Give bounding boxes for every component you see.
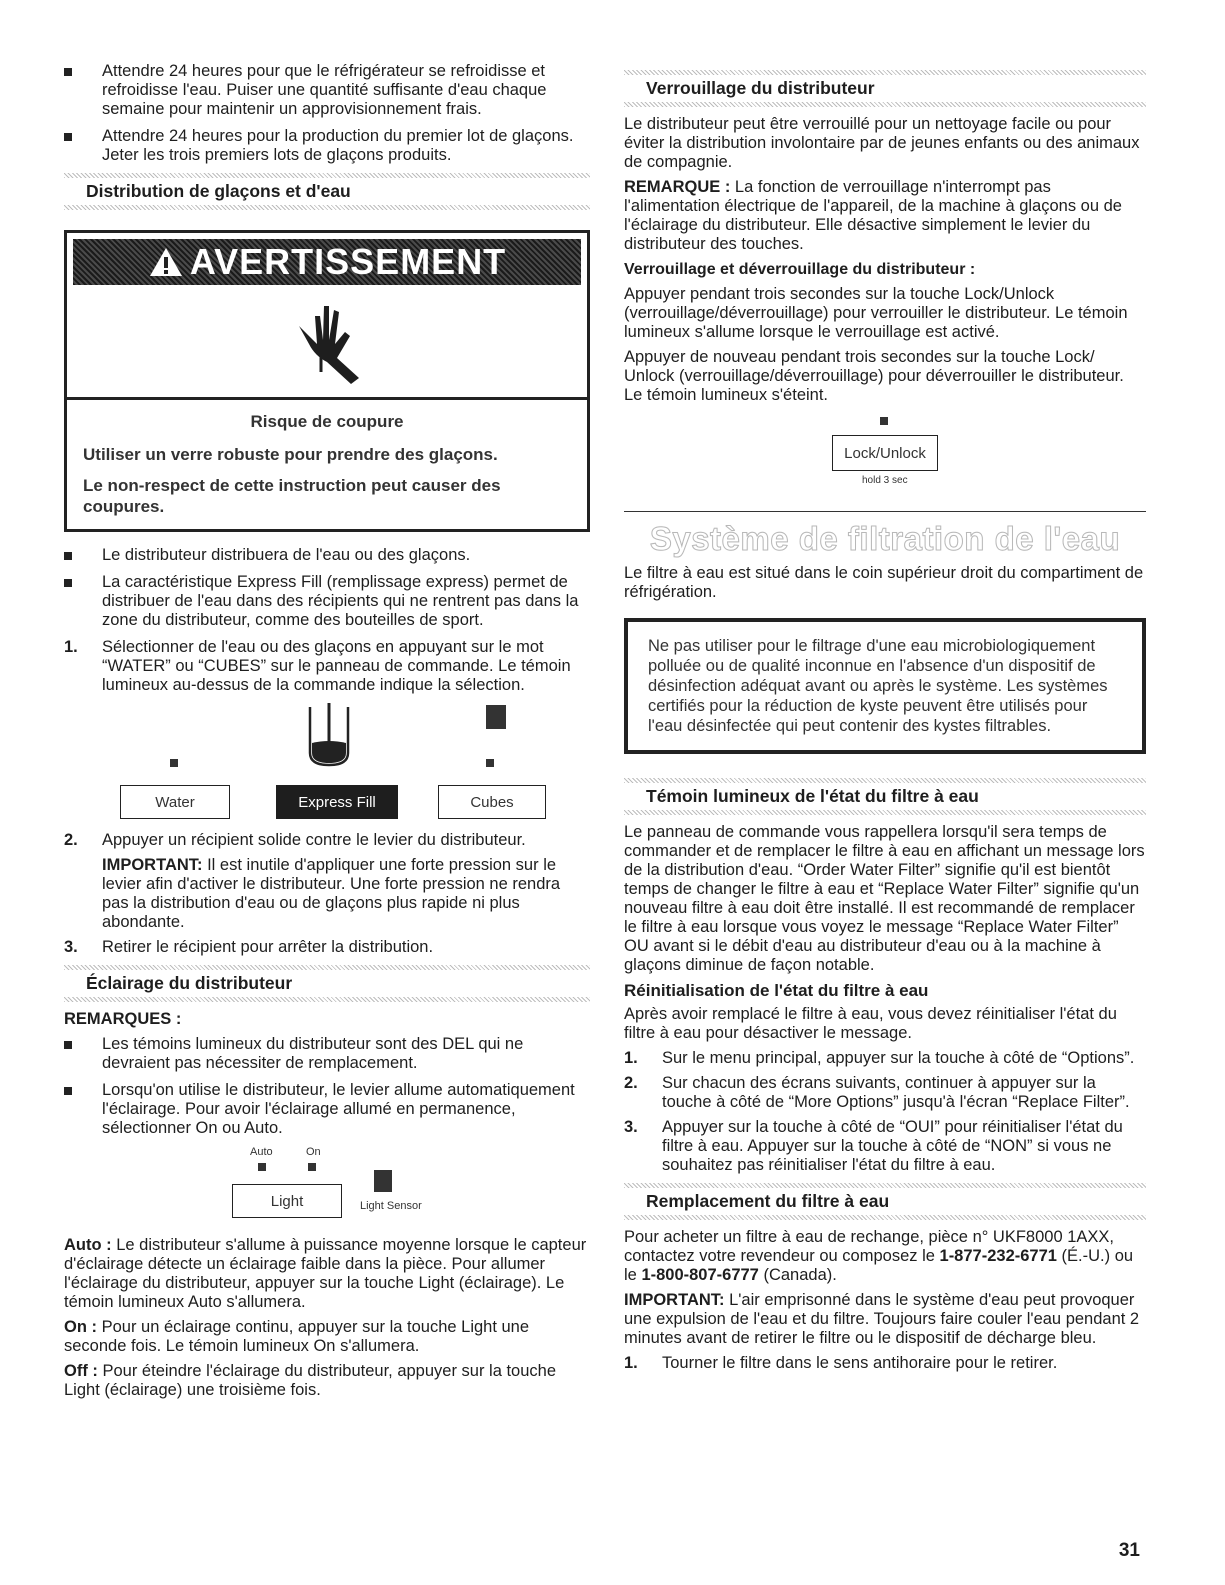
- off-description: Off : Pour éteindre l'éclairage du distributeur, appuyer sur la touche Light (éclairage) une troisième fois.: [64, 1362, 556, 1399]
- dispenser-control-panel: [64, 701, 590, 831]
- section-heading-temoin: Témoin lumineux de l'état du filtre à eau: [624, 778, 1146, 815]
- step: 1. Sélectionner de l'eau ou des glaçons en appuyant sur le mot “WATER” ou “CUBES” sur le panneau de commande. Le témoin lumineux au-dessus de la commande indique la sélection.: [64, 638, 571, 694]
- divider: [624, 511, 1146, 512]
- express-fill-button[interactable]: Express Fill: [276, 785, 398, 819]
- section-heading-distribution: Distribution de glaçons et d'eau: [64, 173, 590, 210]
- indicator-light: [170, 759, 178, 767]
- lock-unlock-button[interactable]: Lock/Unlock: [832, 435, 938, 471]
- step: 1. Tourner le filtre dans le sens antihoraire pour le retirer.: [624, 1354, 1058, 1372]
- remarques-label: REMARQUES :: [64, 1010, 182, 1028]
- light-sensor-label: Light Sensor: [360, 1200, 422, 1212]
- section-heading-remplacement: Remplacement du filtre à eau: [624, 1183, 1146, 1220]
- auto-label: Auto: [250, 1146, 273, 1158]
- warning-banner: AVERTISSEMENT: [73, 239, 581, 285]
- light-control-panel: [64, 1146, 590, 1230]
- cut-hazard-icon: [67, 285, 587, 400]
- light-sensor: [374, 1170, 392, 1192]
- important-note: IMPORTANT: L'air emprisonné dans le système d'eau peut provoquer une expulsion de l'eau et du filtre. Toujours faire couler l'eau pendant 2 minutes avant de retirer le filtre ou le dispositif de décharge bleu.: [624, 1291, 1140, 1347]
- list-item: Attendre 24 heures pour la production du premier lot de glaçons. Jeter les trois premiers lots de glaçons produits.: [64, 127, 590, 165]
- page-number: 31: [1118, 1540, 1140, 1561]
- step: 2. Sur chacun des écrans suivants, continuer à appuyer sur la touche à côté de “More Options” jusqu'à l'écran “Replace Filter”.: [624, 1074, 1130, 1111]
- remarque: REMARQUE : La fonction de verrouillage n'interrompt pas l'alimentation électrique de l'appareil, de la machine à glaçons ou de l'éclairage du distributeur. Elle désactive simplement le levier du distributeur des touches.: [624, 178, 1122, 253]
- warning-triangle-icon: [148, 246, 184, 278]
- right-column: [624, 70, 1146, 1379]
- list-item: Attendre 24 heures pour que le réfrigérateur se refroidisse et refroidisse l'eau. Puiser une quantité suffisante d'eau chaque semaine pour maintenir un approvisionnement frais.: [64, 62, 590, 119]
- step: 1. Sur le menu principal, appuyer sur la touche à côté de “Options”.: [624, 1049, 1135, 1067]
- paragraph: Pour acheter un filtre à eau de rechange, pièce n° UKF8000 1AXX, contactez votre revendeur ou composez le 1-877-232-6771 (É.-U.) ou le 1-800-807-6777 (Canada).: [624, 1228, 1134, 1284]
- paragraph: Le distributeur peut être verrouillé pour un nettoyage facile ou pour éviter la distribution involontaire par de jeunes enfants ou des animaux de compagnie.: [624, 115, 1140, 171]
- hold-label: hold 3 sec: [862, 475, 908, 486]
- reset-subtitle: Réinitialisation de l'état du filtre à eau: [624, 981, 929, 1000]
- water-button[interactable]: Water: [120, 785, 230, 819]
- step: 3. Retirer le récipient pour arrêter la distribution.: [64, 938, 434, 956]
- list-item: Les témoins lumineux du distributeur sont des DEL qui ne devraient pas nécessiter de remplacement.: [64, 1035, 590, 1073]
- lock-control-panel: [624, 411, 1146, 497]
- lock-indicator: [880, 417, 888, 425]
- list-item: Le distributeur distribuera de l'eau ou des glaçons.: [64, 546, 590, 565]
- filtration-note-box: Ne pas utiliser pour le filtrage d'une eau microbiologiquement polluée ou de qualité inconnue en l'absence d'un dispositif de désinfection adéquat avant ou après le système. Les systèmes certifiés pour la réduction de kyste peuvent être utilisés pour l'eau désinfectée qui peut contenir des kystes filtrables.: [624, 618, 1146, 754]
- step: 3. Appuyer sur la touche à côté de “OUI” pour réinitialiser l'état du filtre à eau. Appuyer sur la touche à côté de “NON” si vous ne souhaitez pas réinitialiser l'état du filtre à eau.: [624, 1118, 1123, 1174]
- warning-box: [64, 230, 590, 532]
- on-label: On: [306, 1146, 321, 1158]
- auto-indicator: [258, 1163, 266, 1171]
- important-note: IMPORTANT: Il est inutile d'appliquer une forte pression sur le levier afin d'activer le distributeur. Une forte pression ne rendra pas la distribution d'eau ou de glaçons plus rapide ni plus abondante.: [102, 856, 561, 931]
- glass-icon: [304, 703, 354, 769]
- left-column: [64, 62, 590, 1406]
- list-item: La caractéristique Express Fill (remplissage express) permet de distribuer de l'eau dans des récipients qui ne rentrent pas dans la zone du distributeur, comme des bouteilles de sport.: [64, 573, 590, 630]
- section-heading-eclairage: Éclairage du distributeur: [64, 965, 590, 1002]
- light-button[interactable]: Light: [232, 1184, 342, 1218]
- on-indicator: [308, 1163, 316, 1171]
- paragraph: Le panneau de commande vous rappellera lorsqu'il sera temps de commander et de remplacer le filtre à eau en affichant un message lors de la distribution d'eau. “Order Water Filter” signifie qu'il est bientôt temps de changer le filtre à eau et “Replace Water Filter” signifie qu'un nouveau filtre à eau doit être installé. Il est recommandé de remplacer le filtre à eau lorsque vous voyez le message “Replace Water Filter” OU avant si le débit d'eau au distributeur d'eau ou à la machine à glaçons diminue de façon notable.: [624, 823, 1145, 974]
- paragraph: Appuyer pendant trois secondes sur la touche Lock/Unlock (verrouillage/déverrouillage) pour verrouiller le distributeur. Le témoin lumineux s'allume lorsque le verrouillage est activé.: [624, 285, 1128, 341]
- paragraph: Le filtre à eau est situé dans le coin supérieur droit du compartiment de réfrigération.: [624, 564, 1144, 601]
- warning-risk: Risque de coupure: [250, 412, 404, 431]
- cubes-button[interactable]: Cubes: [438, 785, 546, 819]
- list-item: Lorsqu'on utilise le distributeur, le levier allume automatiquement l'éclairage. Pour avoir l'éclairage allumé en permanence, sélectionner On ou Auto.: [64, 1081, 590, 1138]
- paragraph: Après avoir remplacé le filtre à eau, vous devez réinitialiser l'état du filtre à eau pour désactiver le message.: [624, 1005, 1117, 1042]
- on-description: On : Pour un éclairage continu, appuyer sur la touche Light une seconde fois. Le témoin lumineux On s'allumera.: [64, 1318, 530, 1355]
- indicator-light: [486, 705, 506, 729]
- section-heading-verrouillage: Verrouillage du distributeur: [624, 70, 1146, 107]
- warning-line: Le non-respect de cette instruction peut causer des coupures.: [83, 476, 501, 516]
- lock-subtitle: Verrouillage et déverrouillage du distributeur :: [624, 261, 976, 278]
- indicator-light: [486, 759, 494, 767]
- step: 2. Appuyer un récipient solide contre le levier du distributeur.: [64, 831, 526, 849]
- auto-description: Auto : Le distributeur s'allume à puissance moyenne lorsque le capteur d'éclairage détecte un éclairage faible dans la pièce. Pour allumer l'éclairage du distributeur, appuyer sur la touche Light (éclairage). Le témoin lumineux Auto s'allumera.: [64, 1236, 587, 1311]
- warning-line: Utiliser un verre robuste pour prendre des glaçons.: [83, 445, 498, 464]
- filtration-title: Système de filtration de l'eau: [649, 520, 1121, 557]
- paragraph: Appuyer de nouveau pendant trois secondes sur la touche Lock/ Unlock (verrouillage/déverrouillage) pour déverrouiller le distributeur. Le témoin lumineux s'éteint.: [624, 348, 1124, 404]
